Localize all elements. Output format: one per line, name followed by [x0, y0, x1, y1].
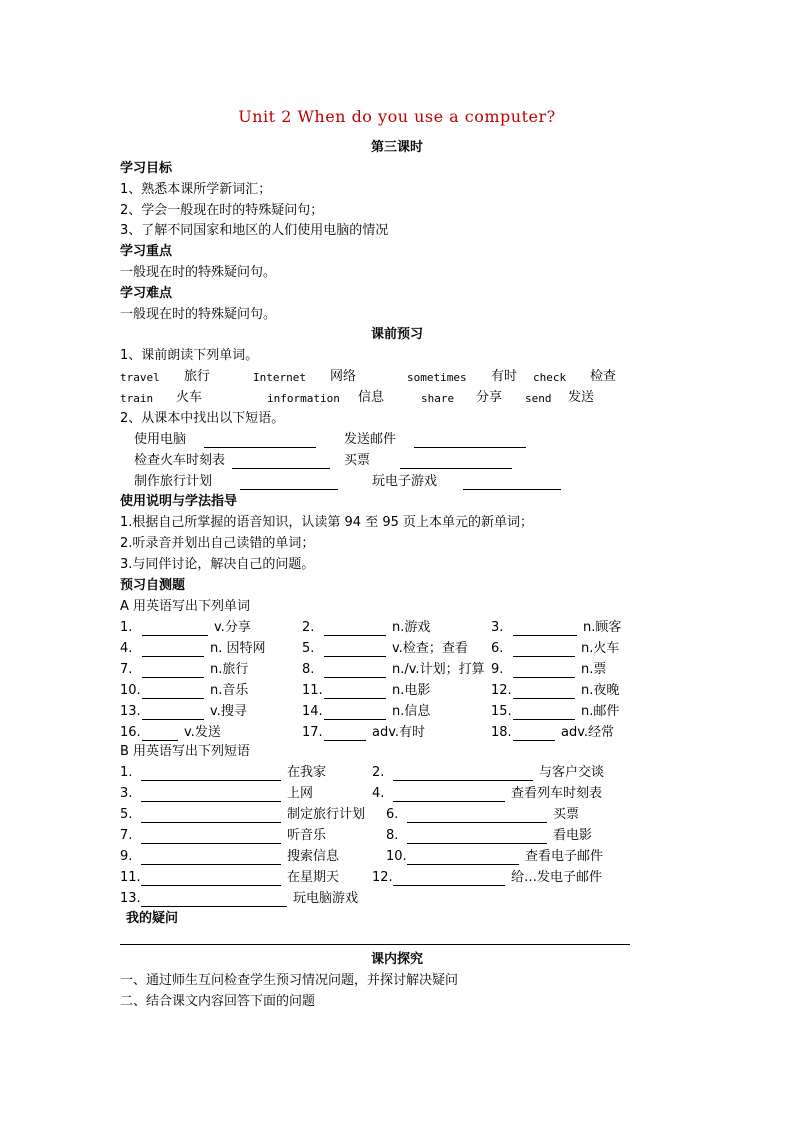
item-meaning: n.票	[581, 662, 607, 677]
page-title: Unit 2 When do you use a computer?	[238, 107, 556, 126]
item-meaning: v.检查；查看	[392, 641, 468, 656]
answer-blank[interactable]	[141, 872, 281, 886]
item-meaning: n.夜晚	[581, 683, 620, 698]
part-b-label: B 用英语写出下列短语	[120, 744, 251, 759]
word-en: sometimes	[407, 371, 467, 384]
item-number: 5.	[120, 807, 133, 822]
item-number: 18.	[491, 725, 512, 740]
answer-blank[interactable]	[513, 685, 575, 699]
phrase-label: 制作旅行计划	[134, 474, 213, 489]
explore-item: 一、通过师生互问检查学生预习情况问题，并探讨解决疑问	[120, 973, 459, 988]
item-meaning: 看电影	[553, 828, 593, 843]
word-en: train	[120, 392, 154, 405]
guide-item: 1.根据自己所掌握的语音知识，认读第 94 至 95 页上本单元的新单词；	[120, 515, 534, 530]
answer-blank[interactable]	[513, 706, 575, 720]
answer-blank[interactable]	[407, 830, 547, 844]
item-meaning: 玩电脑游戏	[293, 891, 359, 906]
item-meaning: v.搜寻	[210, 704, 247, 719]
answer-blank[interactable]	[400, 455, 512, 469]
item-meaning: 给…发电子邮件	[511, 870, 603, 885]
word-zh: 发送	[568, 390, 595, 405]
answer-blank[interactable]	[142, 622, 208, 636]
item-number: 8.	[302, 662, 315, 677]
item-number: 15.	[491, 704, 512, 719]
phrase-label: 发送邮件	[344, 432, 397, 447]
item-meaning: 制定旅行计划	[287, 807, 366, 822]
phrase-label: 使用电脑	[134, 432, 187, 447]
answer-blank[interactable]	[141, 767, 281, 781]
item-meaning: n.音乐	[210, 683, 249, 698]
item-number: 12.	[491, 683, 512, 698]
guide-item: 3.与同伴讨论，解决自己的问题。	[120, 557, 315, 572]
word-zh: 有时	[491, 369, 518, 384]
goal-item: 1、熟悉本课所学新词汇；	[120, 182, 272, 197]
word-zh: 火车	[176, 390, 203, 405]
item-number: 2.	[372, 765, 385, 780]
answer-blank[interactable]	[513, 664, 575, 678]
item-meaning: adv.有时	[372, 725, 426, 740]
goal-item: 3、了解不同国家和地区的人们使用电脑的情况	[120, 223, 389, 238]
item-number: 6.	[491, 641, 504, 656]
item-number: 9.	[491, 662, 504, 677]
word-zh: 检查	[590, 369, 617, 384]
item-number: 11.	[120, 870, 141, 885]
word-zh: 旅行	[184, 369, 211, 384]
answer-blank[interactable]	[142, 706, 204, 720]
item-number: 2.	[302, 620, 315, 635]
part-a-label: A 用英语写出下列单词	[120, 599, 251, 614]
guide-item: 2.听录音并划出自己读错的单词；	[120, 536, 315, 551]
answer-blank[interactable]	[142, 664, 204, 678]
preview-step2: 2、从课本中找出以下短语。	[120, 411, 285, 426]
answer-blank[interactable]	[324, 727, 366, 741]
answer-blank[interactable]	[142, 685, 204, 699]
word-en: send	[525, 392, 552, 405]
item-number: 14.	[302, 704, 323, 719]
item-meaning: v.分享	[214, 620, 251, 635]
answer-blank[interactable]	[324, 664, 386, 678]
item-meaning: n.邮件	[581, 704, 620, 719]
answer-blank[interactable]	[141, 809, 281, 823]
item-meaning: 上网	[287, 786, 314, 801]
answer-blank[interactable]	[463, 476, 561, 490]
item-meaning: n.电影	[392, 683, 431, 698]
item-meaning: n./v.计划；打算	[392, 662, 485, 677]
item-number: 4.	[372, 786, 385, 801]
answer-blank[interactable]	[141, 830, 281, 844]
item-number: 17.	[302, 725, 323, 740]
word-en: check	[533, 371, 567, 384]
item-number: 16.	[120, 725, 141, 740]
explore-heading: 课内探究	[370, 952, 423, 967]
word-en: Internet	[253, 371, 306, 384]
goal-item: 2、学会一般现在时的特殊疑问句；	[120, 203, 324, 218]
difficulty-heading: 学习难点	[120, 286, 173, 301]
item-number: 7.	[120, 828, 133, 843]
answer-blank[interactable]	[141, 788, 281, 802]
item-meaning: 听音乐	[287, 828, 327, 843]
answer-blank[interactable]	[513, 727, 555, 741]
phrase-label: 玩电子游戏	[372, 474, 438, 489]
explore-item: 二、结合课文内容回答下面的问题	[120, 994, 316, 1009]
item-number: 7.	[120, 662, 133, 677]
item-number: 6.	[386, 807, 399, 822]
key-heading: 学习重点	[120, 244, 173, 259]
answer-blank[interactable]	[324, 685, 386, 699]
lesson-label: 第三课时	[370, 140, 423, 155]
answer-blank[interactable]	[141, 893, 287, 907]
item-meaning: n.顾客	[583, 620, 622, 635]
answer-blank[interactable]	[414, 434, 526, 448]
item-meaning: n.火车	[581, 641, 620, 656]
answer-blank[interactable]	[407, 851, 519, 865]
item-number: 5.	[302, 641, 315, 656]
item-meaning: n.信息	[392, 704, 431, 719]
item-meaning: 在星期天	[287, 870, 340, 885]
item-number: 4.	[120, 641, 133, 656]
answer-blank[interactable]	[142, 643, 204, 657]
word-zh: 分享	[476, 390, 503, 405]
answer-blank[interactable]	[324, 706, 386, 720]
preview-heading: 课前预习	[370, 327, 423, 342]
item-meaning: 与客户交谈	[539, 765, 605, 780]
answer-blank[interactable]	[324, 643, 386, 657]
item-number: 13.	[120, 891, 141, 906]
item-meaning: v.发送	[184, 725, 221, 740]
answer-blank[interactable]	[407, 809, 547, 823]
item-number: 10.	[120, 683, 141, 698]
word-en: share	[421, 392, 455, 405]
item-meaning: 买票	[553, 807, 580, 822]
answer-blank[interactable]	[513, 622, 577, 636]
preview-step1: 1、课前朗读下列单词。	[120, 348, 259, 363]
difficulty-text: 一般现在时的特殊疑问句。	[120, 307, 277, 322]
item-number: 3.	[491, 620, 504, 635]
item-number: 13.	[120, 704, 141, 719]
item-number: 10.	[386, 849, 407, 864]
item-meaning: 搜索信息	[287, 849, 340, 864]
answer-blank[interactable]	[393, 767, 533, 781]
phrase-label: 检查火车时刻表	[134, 453, 226, 468]
questions-heading: 我的疑问	[126, 911, 179, 926]
answer-blank[interactable]	[393, 788, 505, 802]
item-meaning: 在我家	[287, 765, 327, 780]
item-number: 1.	[120, 620, 133, 635]
word-zh: 网络	[330, 369, 357, 384]
item-meaning: n. 因特网	[210, 641, 266, 656]
key-text: 一般现在时的特殊疑问句。	[120, 265, 277, 280]
answer-blank[interactable]	[393, 872, 505, 886]
item-meaning: adv.经常	[561, 725, 615, 740]
item-number: 12.	[372, 870, 393, 885]
item-number: 9.	[120, 849, 133, 864]
answer-blank[interactable]	[204, 434, 316, 448]
word-zh: 信息	[358, 390, 385, 405]
word-en: travel	[120, 371, 160, 384]
answer-blank[interactable]	[513, 643, 575, 657]
phrase-label: 买票	[344, 453, 371, 468]
guide-heading: 使用说明与学法指导	[120, 494, 238, 509]
item-meaning: n.游戏	[392, 620, 431, 635]
item-meaning: 查看列车时刻表	[511, 786, 603, 801]
item-meaning: n.旅行	[210, 662, 249, 677]
answer-blank[interactable]	[240, 476, 338, 490]
item-number: 3.	[120, 786, 133, 801]
item-number: 1.	[120, 765, 133, 780]
answer-blank[interactable]	[141, 851, 281, 865]
item-number: 11.	[302, 683, 323, 698]
item-number: 8.	[386, 828, 399, 843]
divider-line	[120, 944, 630, 945]
item-meaning: 查看电子邮件	[525, 849, 604, 864]
answer-blank[interactable]	[324, 622, 386, 636]
word-en: information	[267, 392, 340, 405]
answer-blank[interactable]	[232, 455, 330, 469]
selftest-heading: 预习自测题	[120, 578, 186, 593]
goals-heading: 学习目标	[120, 161, 173, 176]
answer-blank[interactable]	[142, 727, 178, 741]
